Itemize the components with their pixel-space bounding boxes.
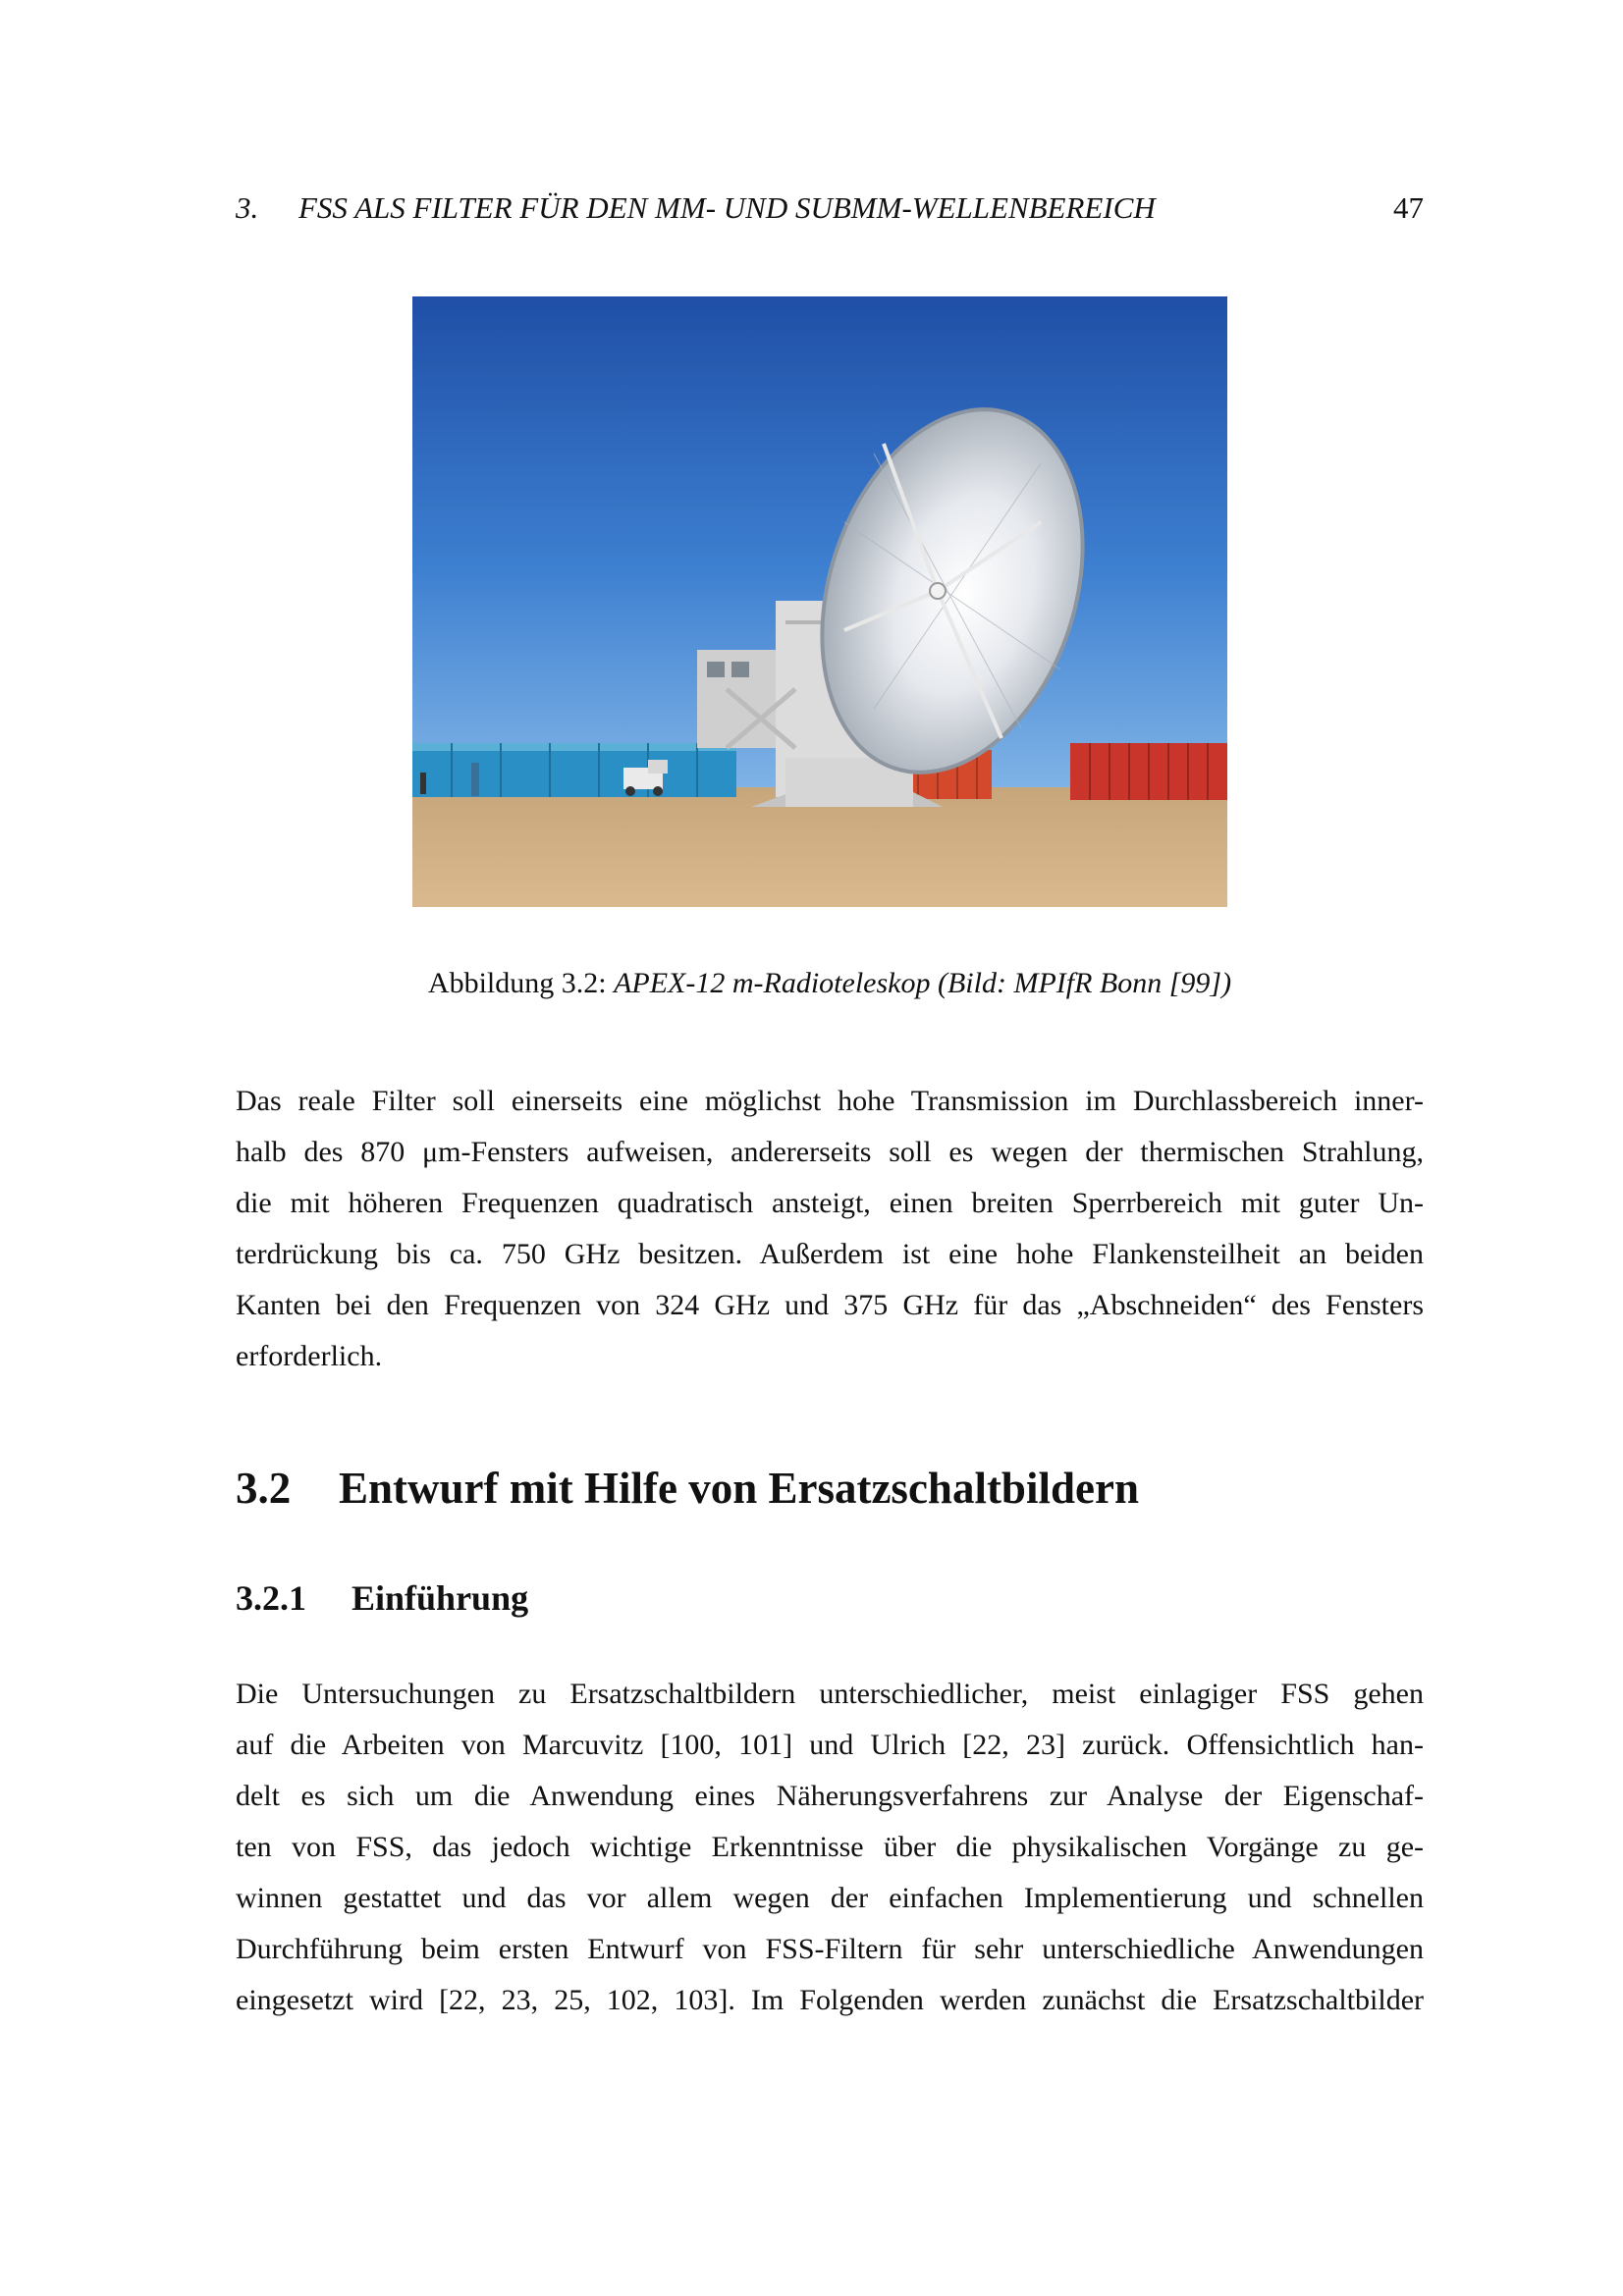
paragraph-line: ten von FSS, das jedoch wichtige Erkenntnisse über die physikalischen Vorgänge zu ge- xyxy=(236,1831,1424,1863)
paragraph-line: Durchführung beim ersten Entwurf von FSS-Filtern für sehr unterschiedliche Anwendungen xyxy=(236,1933,1424,1965)
figure-telescope-photo xyxy=(412,296,1227,907)
paragraph-line: eingesetzt wird [22, 23, 25, 102, 103]. Im Folgenden werden zunächst die Ersatzschaltbilder xyxy=(236,1984,1424,2016)
running-header xyxy=(236,187,1424,230)
section-number: 3.2 xyxy=(236,1464,292,1513)
paragraph-filter-requirements xyxy=(236,1076,1424,1382)
paragraph-line: Kanten bei den Frequenzen von 324 GHz und 375 GHz für das „Abschneiden“ des Fensters xyxy=(236,1289,1424,1321)
paragraph-line: delt es sich um die Anwendung eines Näherungsverfahrens zur Analyse der Eigenschaf- xyxy=(236,1780,1424,1812)
paragraph-line: Das reale Filter soll einerseits eine möglichst hohe Transmission im Durchlassbereich inner- xyxy=(236,1085,1424,1117)
paragraph-line: terdrückung bis ca. 750 GHz besitzen. Außerdem ist eine hohe Flankensteilheit an beiden xyxy=(236,1238,1424,1270)
paragraph-line: die mit höheren Frequenzen quadratisch ansteigt, einen breiten Sperrbereich mit guter Un- xyxy=(236,1187,1424,1219)
paragraph-line: halb des 870 μm-Fensters aufweisen, andererseits soll es wegen der thermischen Strahlung, xyxy=(236,1136,1424,1168)
figure-caption xyxy=(236,962,1424,1005)
subsection-title: Einführung xyxy=(352,1578,529,1618)
caption-label: Abbildung 3.2: xyxy=(427,967,607,999)
page-number: 47 xyxy=(1393,190,1424,225)
telescope-photo xyxy=(412,296,1227,907)
section-title: Entwurf mit Hilfe von Ersatzschaltbildern xyxy=(339,1464,1139,1513)
paragraph-line: auf die Arbeiten von Marcuvitz [100, 101] und Ulrich [22, 23] zurück. Offensichtlich han- xyxy=(236,1729,1424,1761)
paragraph-line: erforderlich. xyxy=(236,1340,383,1372)
paragraph-introduction xyxy=(236,1669,1424,2026)
blue-container xyxy=(412,743,736,797)
subsection-number: 3.2.1 xyxy=(236,1578,306,1618)
paragraph-line: winnen gestattet und das vor allem wegen der einfachen Implementierung und schnellen xyxy=(236,1882,1424,1914)
header-chapter-title: FSS ALS FILTER FÜR DEN MM- UND SUBMM-WELLENBEREICH xyxy=(298,190,1156,225)
header-chapter-number: 3. xyxy=(236,190,259,225)
paragraph-line: Die Untersuchungen zu Ersatzschaltbildern unterschiedlicher, meist einlagiger FSS gehen xyxy=(236,1678,1424,1710)
caption-text: APEX-12 m-Radioteleskop (Bild: MPIfR Bonn [99]) xyxy=(614,967,1232,999)
